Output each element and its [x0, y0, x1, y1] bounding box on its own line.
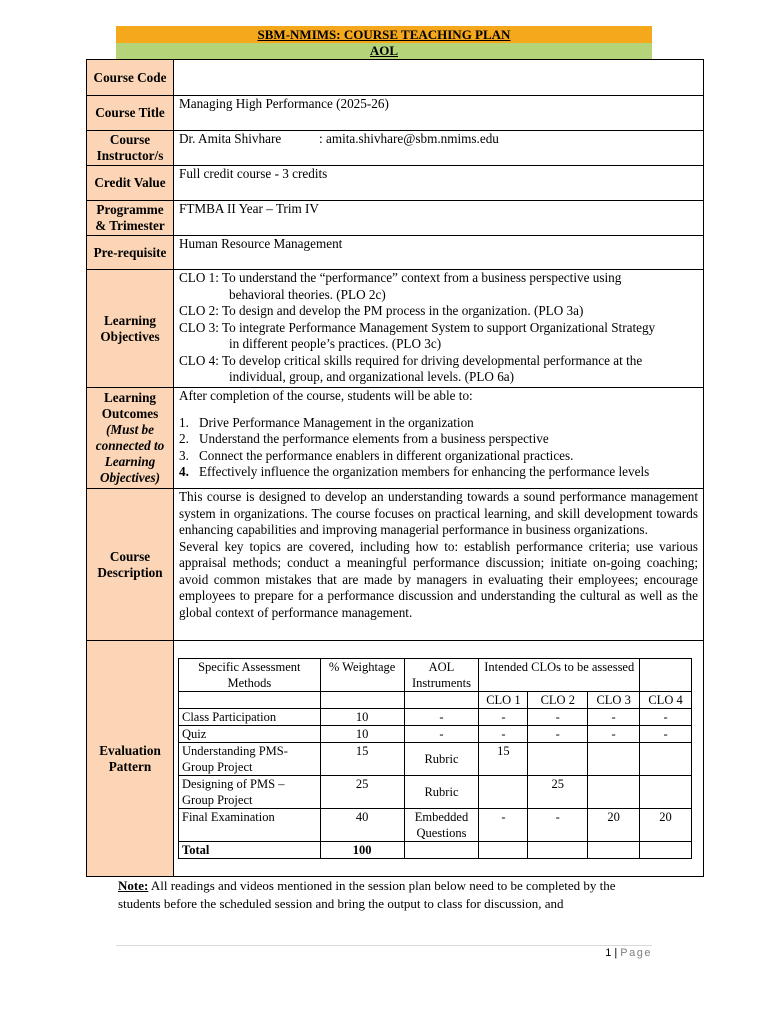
programme-value: FTMBA II Year – Trim IV: [174, 201, 704, 236]
row-description: [87, 489, 704, 641]
objective-item: CLO 4: To develop critical skills required for driving developmental performance at the individual, group, and organizational levels. (PLO 6a): [179, 352, 643, 384]
list-item: 1. Drive Performance Management in the organization: [179, 414, 474, 430]
footer-divider: [116, 945, 652, 946]
header-subtitle: AOL: [116, 43, 652, 59]
objective-item: CLO 3: To integrate Performance Management System to support Organizational Strategy in different people’s practices. (PLO 3c): [179, 319, 656, 351]
objectives-label: Learning Objectives: [87, 270, 174, 388]
evaluation-table: [178, 658, 692, 859]
instructor-label: Course Instructor/s: [87, 131, 174, 166]
outcomes-label: Learning Outcomes (Must be connected to Learning Objectives): [87, 388, 174, 489]
prereq-label: Pre-requisite: [87, 236, 174, 270]
prereq-value: Human Resource Management: [174, 236, 704, 270]
evaluation-cell: [174, 641, 704, 877]
header-method: Specific Assessment Methods: [179, 659, 321, 692]
table-row: Designing of PMS – Group Project 25 Rubric 25: [179, 776, 692, 809]
note-paragraph: [118, 877, 658, 913]
row-prereq: [87, 236, 704, 270]
table-row: Quiz 10 - - - - -: [179, 726, 692, 743]
instructor-name: Dr. Amita Shivhare: [179, 131, 282, 146]
course-title-label: Course Title: [87, 96, 174, 131]
header-blank: [640, 659, 692, 692]
row-objectives: [87, 270, 704, 388]
description-p2: Several key topics are covered, including how to: establish performance criteria; use various appraisal methods; conduct a meaningful performance discussion; initiate on-going coaching; avoid common mistakes that are made by managers in evaluating their employees; encourage employees to prepare for a performance discussion and understanding the cultural as well as the global context of performance management.: [179, 538, 698, 620]
row-credit: [87, 166, 704, 201]
header-clo2: CLO 2: [528, 692, 588, 709]
description-label: Course Description: [87, 489, 174, 641]
table-row: Understanding PMS-Group Project 15 Rubric 15: [179, 743, 692, 776]
row-course-title: [87, 96, 704, 131]
header-weight: % Weightage: [320, 659, 404, 692]
course-title-value: Managing High Performance (2025-26): [174, 96, 704, 131]
row-instructor: [87, 131, 704, 166]
outcomes-intro: After completion of the course, students will be able to:: [179, 388, 473, 403]
header-aol: AOL Instruments: [404, 659, 479, 692]
row-programme: [87, 201, 704, 236]
header-clo4: CLO 4: [640, 692, 692, 709]
page-number: 1 | Page: [605, 947, 652, 959]
course-code-label: Course Code: [87, 60, 174, 96]
total-label: Total: [179, 842, 321, 859]
description-p1: This course is designed to develop an understanding towards a sound performance management system in organizations. The course focuses on practical learning, and skill development towards enhancing capabilities and improving managerial performance in business organizations.: [179, 489, 698, 537]
list-item: 2. Understand the performance elements from a business perspective: [179, 431, 549, 446]
note-text: All readings and videos mentioned in the session plan below need to be completed by the students before the scheduled session and bring the output to class for discussion, and: [118, 878, 616, 911]
total-value: 100: [320, 842, 404, 859]
note-label: Note:: [118, 878, 149, 893]
table-total-row: [179, 842, 692, 859]
header-clo1: CLO 1: [479, 692, 528, 709]
table-row: Class Participation 10 - - - - -: [179, 709, 692, 726]
outcomes-list: [174, 388, 704, 489]
table-row: Final Examination 40 Embedded Questions - - 20 20: [179, 809, 692, 842]
row-outcomes: [87, 388, 704, 489]
table-subheader-row: [179, 692, 692, 709]
row-course-code: [87, 60, 704, 96]
table-header-row: [179, 659, 692, 692]
list-item: 4. Effectively influence the organization members for enhancing the performance levels: [179, 464, 650, 479]
programme-label: Programme & Trimester: [87, 201, 174, 236]
instructor-value: [174, 131, 704, 166]
row-evaluation: [87, 641, 704, 877]
header-clos: Intended CLOs to be assessed: [479, 659, 640, 692]
header-clo3: CLO 3: [588, 692, 640, 709]
credit-value: Full credit course - 3 credits: [174, 166, 704, 201]
objective-item: CLO 1: To understand the “performance” context from a business perspective using behavioral theories. (PLO 2c): [179, 270, 622, 302]
course-code-value: [174, 60, 704, 96]
list-item: 3. Connect the performance enablers in different organizational practices.: [179, 447, 574, 463]
objectives-list: [174, 270, 704, 388]
credit-label: Credit Value: [87, 166, 174, 201]
objective-item: CLO 2: To design and develop the PM process in the organization. (PLO 3a): [179, 303, 584, 318]
course-plan-table: [86, 59, 704, 877]
header-title: SBM-NMIMS: COURSE TEACHING PLAN: [116, 26, 652, 43]
outcomes-label-note: (Must be connected to Learning Objectives): [95, 422, 165, 485]
description-text: [174, 489, 704, 641]
instructor-email: : amita.shivhare@sbm.nmims.edu: [319, 131, 499, 146]
evaluation-label: Evaluation Pattern: [87, 641, 174, 877]
